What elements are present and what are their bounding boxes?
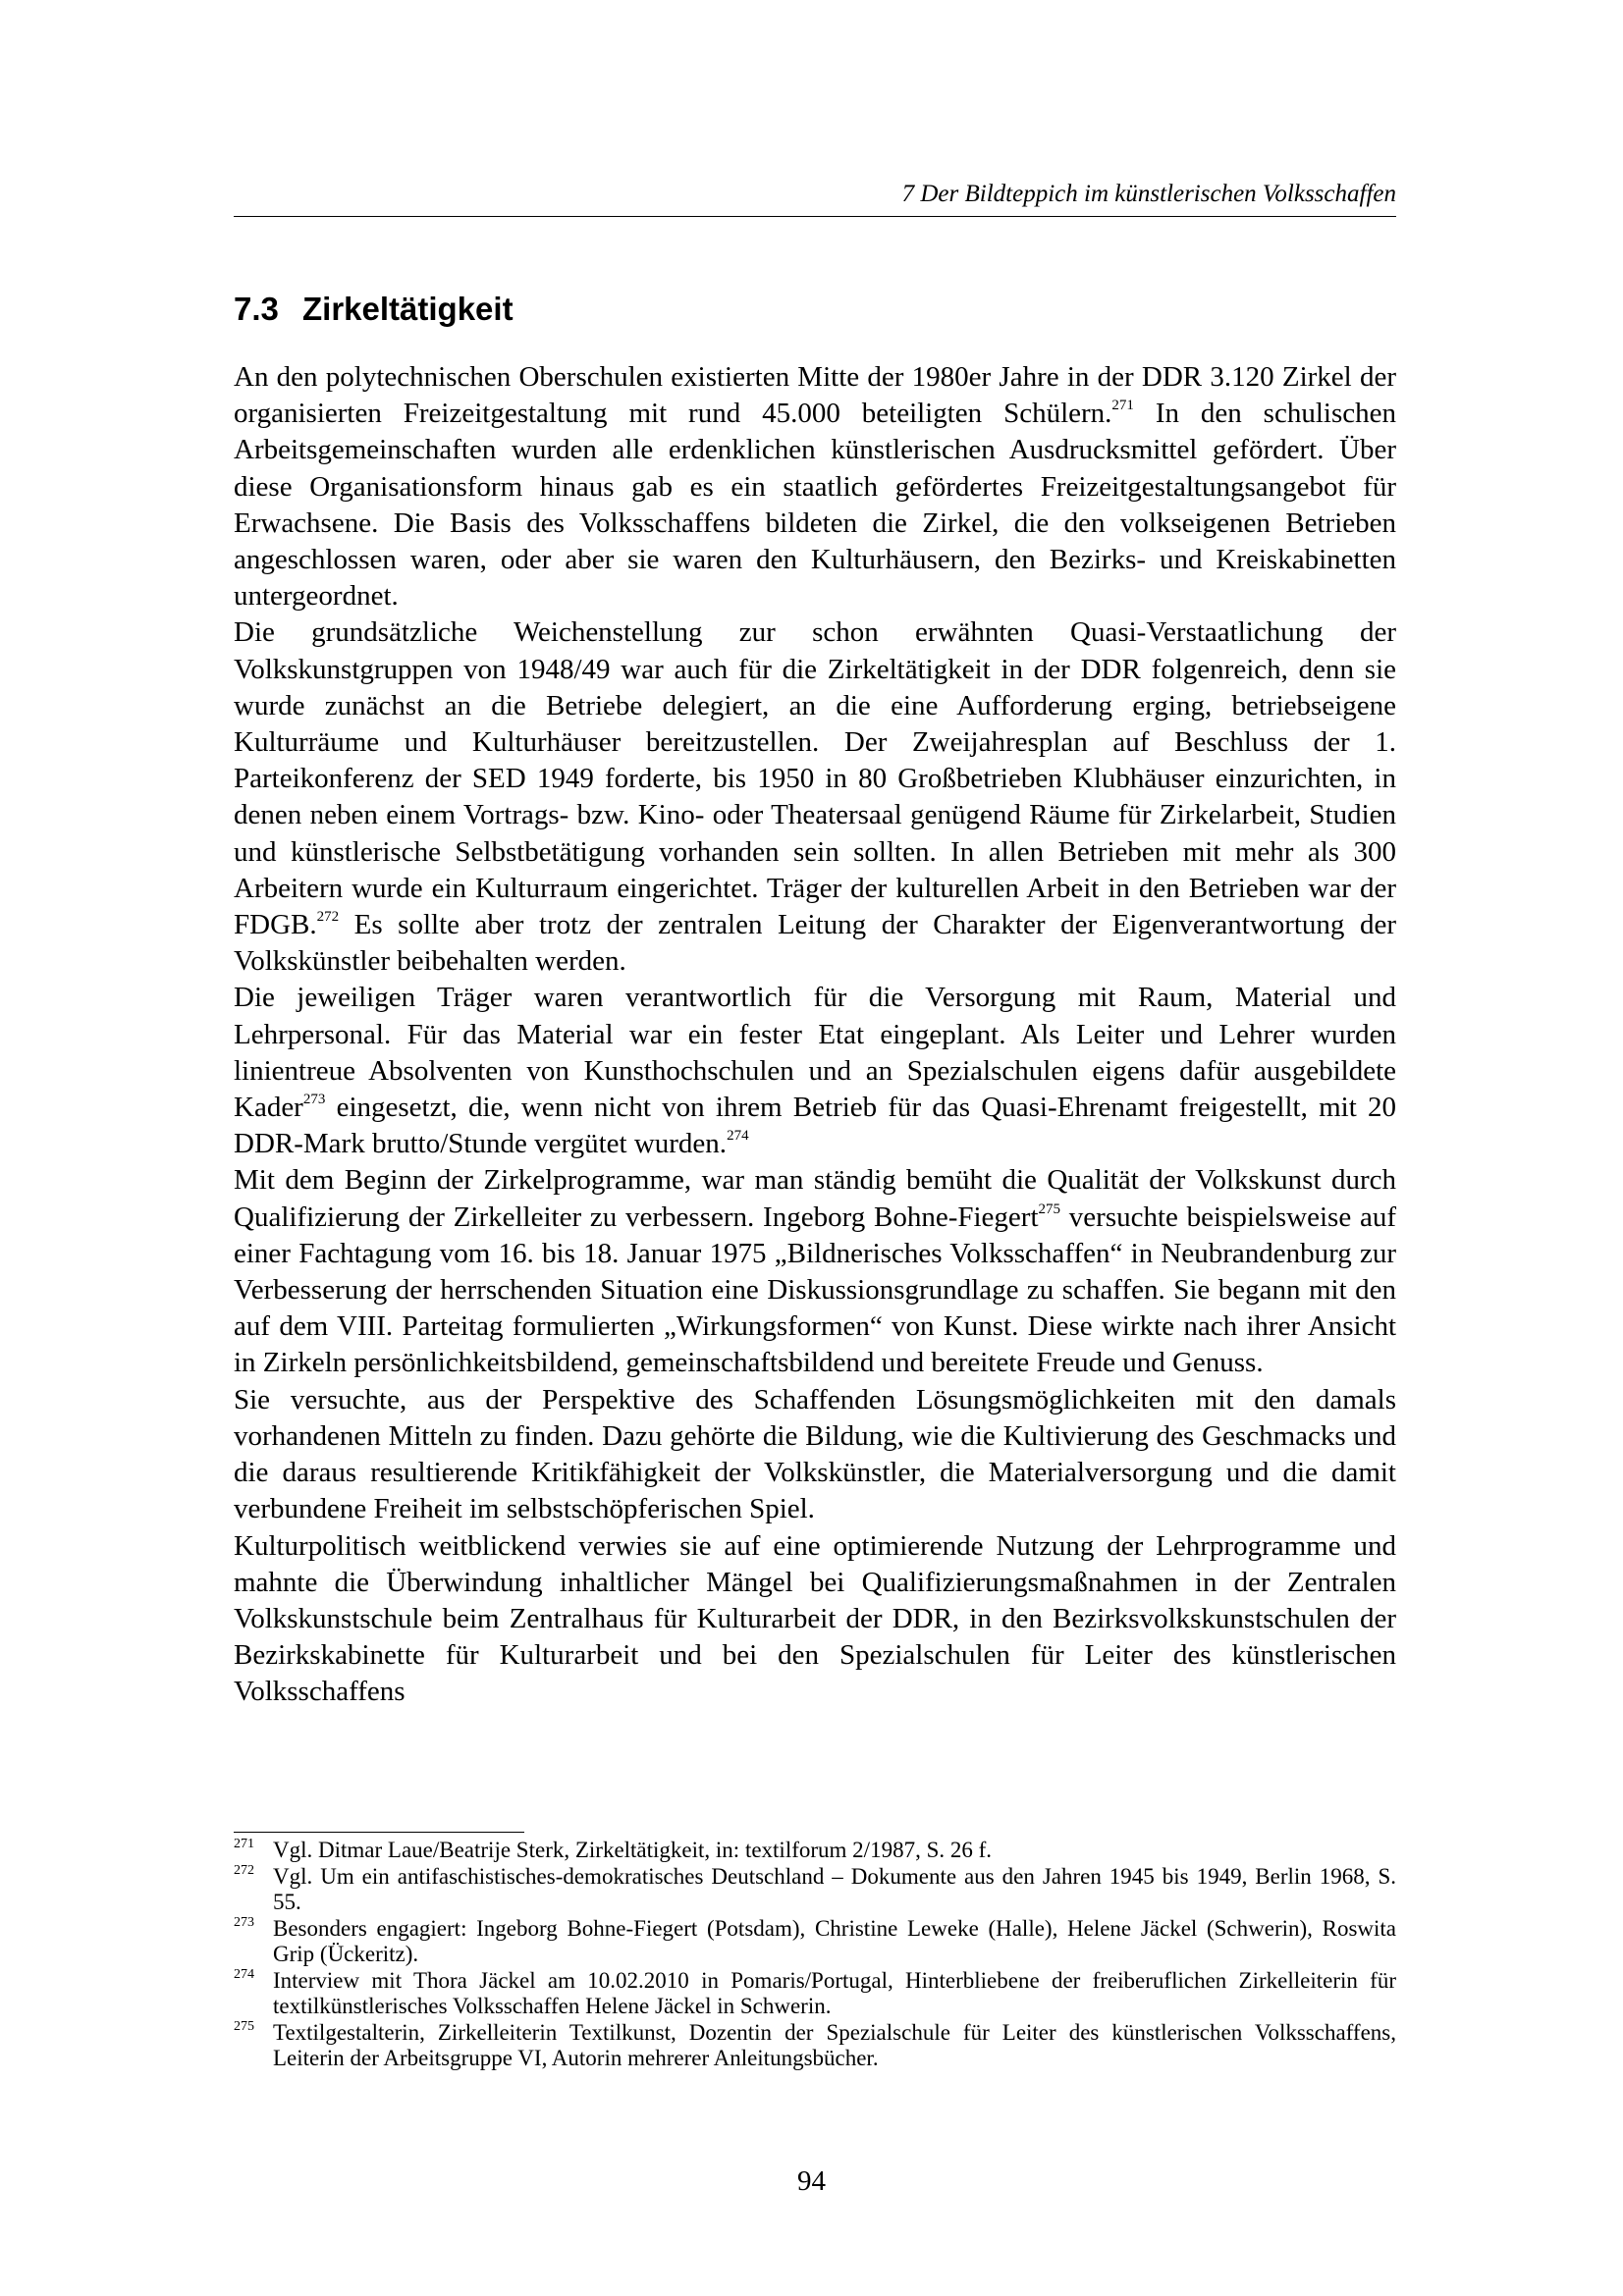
footnote (234, 1838, 1396, 1863)
footnote (234, 1864, 1396, 1915)
footnote-text: Vgl. Ditmar Laue/Beatrije Sterk, Zirkeltätigkeit, in: textilforum 2/1987, S. 26 f. (273, 1838, 993, 1862)
footnote-ref[interactable]: 274 (727, 1128, 749, 1145)
footnote-number: 275 (234, 2019, 254, 2034)
body-text (234, 359, 1396, 1711)
footnote-number: 274 (234, 1967, 254, 1982)
footnote-ref[interactable]: 275 (1038, 1201, 1061, 1217)
paragraph-text: Die jeweiligen Träger waren verantwortlich für die Versorgung mit Raum, Material und Lehrpersonal. Für das Material war ein fester Etat eingeplant. Als Leiter und Lehrer wurden linientreue Absolventen von Kunsthochschulen und an Spezialschulen eigens dafür ausgebildete Kader (234, 982, 1396, 1124)
footnote-ref[interactable]: 273 (302, 1092, 326, 1108)
footnote-text: Besonders engagiert: Ingeborg Bohne-Fiegert (Potsdam), Christine Leweke (Halle), Helene Jäckel (Schwerin), Roswita Grip (Ückeritz). (273, 1916, 1396, 1966)
paragraph (234, 980, 1396, 1162)
paragraph-text: Es sollte aber trotz der zentralen Leitung der Charakter der Eigenverantwortung der Volkskünstler beibehalten werden. (234, 909, 1396, 978)
footnote (234, 1916, 1396, 1967)
paragraph-text: Die grundsätzliche Weichenstellung zur schon erwähnten Quasi-Verstaatlichung der Volkskunstgruppen von 1948/49 war auch für die Zirkeltätigkeit in der DDR folgenreich, denn sie wurde zunächst an die Betriebe delegiert, an die eine Aufforderung erging, betriebseigene Kulturräume und Kulturhäuser bereitzustellen. Der Zweijahresplan auf Beschluss der 1. Parteikonferenz der SED 1949 forderte, bis 1950 in 80 Großbetrieben Klubhäuser einzurichten, in denen neben einem Vortrags- bzw. Kino- oder Theatersaal genügend Räume für Zirkelarbeit, Studien und künstlerische Selbstbetätigung vorhanden sein sollten. In allen Betrieben mit mehr als 300 Arbeitern wurde ein Kulturraum eingerichtet. Träger der kulturellen Arbeit in den Betrieben war der FDGB. (234, 616, 1396, 941)
footnote (234, 2020, 1396, 2071)
section-title: Zirkeltätigkeit (302, 291, 514, 327)
page-number: 94 (797, 2165, 826, 2197)
footnote-text: Interview mit Thora Jäckel am 10.02.2010 in Pomaris/Portugal, Hinterbliebene der freiberuflichen Zirkelleiterin für textilkünstlerisches Volksschaffen Helene Jäckel in Schwerin. (273, 1968, 1396, 2018)
footnote-number: 273 (234, 1915, 254, 1930)
paragraph (234, 614, 1396, 980)
paragraph-text: Mit dem Beginn der Zirkelprogramme, war man ständig bemüht die Qualität der Volkskunst durch Qualifizierung der Zirkelleiter zu verbessern. Ingeborg Bohne-Fiegert (234, 1164, 1396, 1233)
paragraph-text: eingesetzt, die, wenn nicht von ihrem Betrieb für das Quasi-Ehrenamt freigestellt, mit 20 DDR-Mark brutto/Stunde vergütet wurden. (234, 1092, 1396, 1160)
section-heading (234, 290, 514, 329)
paragraph: Kulturpolitisch weitblickend verwies sie auf eine optimierende Nutzung der Lehrprogramme und mahnte die Überwindung inhaltlicher Mängel bei Qualifizierungsmaßnahmen in der Zentralen Volkskunstschule beim Zentralhaus für Kulturarbeit der DDR, in den Bezirksvolkskunstschulen der Bezirkskabinette für Kulturarbeit und bei den Spezialschulen für Leiter des künstlerischen Volksschaffens (234, 1529, 1396, 1708)
paragraph: Sie versuchte, aus der Perspektive des Schaffenden Lösungsmöglichkeiten mit den damals vorhandenen Mitteln zu finden. Dazu gehörte die Bildung, wie die Kultivierung des Geschmacks und die daraus resultierende Kritikfähigkeit der Volkskünstler, die Materialversorgung und die damit verbundene Freiheit im selbstschöpferischen Spiel. (234, 1383, 1396, 1525)
footnote-text: Vgl. Um ein antifaschistisches-demokratisches Deutschland – Dokumente aus den Jahren 1945 bis 1949, Berlin 1968, S. 55. (273, 1864, 1396, 1914)
footnotes (234, 1838, 1396, 2072)
paragraph-text: In den schulischen Arbeitsgemeinschaften wurden alle erdenklichen künstlerischen Ausdrucksmittel gefördert. Über diese Organisationsform hinaus gab es ein staatlich gefördertes Freizeitgestaltungsangebot für Erwachsene. Die Basis des Volksschaffens bildeten die Zirkel, die den volkseigenen Betrieben angeschlossen waren, oder aber sie waren den Kulturhäusern, den Bezirks- und Kreiskabinetten untergeordnet. (234, 398, 1396, 613)
section-number: 7.3 (234, 291, 279, 327)
paragraph-text: versuchte beispielsweise auf einer Fachtagung vom 16. bis 18. Januar 1975 „Bildnerisches Volksschaffen“ in Neubrandenburg zur Verbesserung der herrschenden Situation eine Diskussionsgrundlage zu schaffen. Sie begann mit den auf dem VIII. Parteitag formulierten „Wirkungsformen“ von Kunst. Diese wirkte nach ihrer Ansicht in Zirkeln persönlichkeitsbildend, gemeinschaftsbildend und bereitete Freude und Genuss. (234, 1201, 1396, 1379)
running-header: 7 Der Bildteppich im künstlerischen Volksschaffen (901, 181, 1396, 207)
footnote-rule (234, 1832, 524, 1833)
footnote-number: 272 (234, 1863, 254, 1878)
paragraph-text: An den polytechnischen Oberschulen existierten Mitte der 1980er Jahre in der DDR 3.120 Zirkel der organisierten Freizeitgestaltung mit rund 45.000 beteiligten Schülern. (234, 361, 1396, 430)
paragraph (234, 1162, 1396, 1381)
footnote-text: Textilgestalterin, Zirkelleiterin Textilkunst, Dozentin der Spezialschule für Leiter des künstlerischen Volksschaffens, Leiterin der Arbeitsgruppe VI, Autorin mehrerer Anleitungsbücher. (273, 2020, 1396, 2070)
header-rule (234, 216, 1396, 217)
footnote-ref[interactable]: 272 (316, 909, 340, 926)
footnote-ref[interactable]: 271 (1111, 398, 1134, 414)
footnote-number: 271 (234, 1837, 254, 1851)
footnote (234, 1968, 1396, 2019)
paragraph (234, 359, 1396, 614)
